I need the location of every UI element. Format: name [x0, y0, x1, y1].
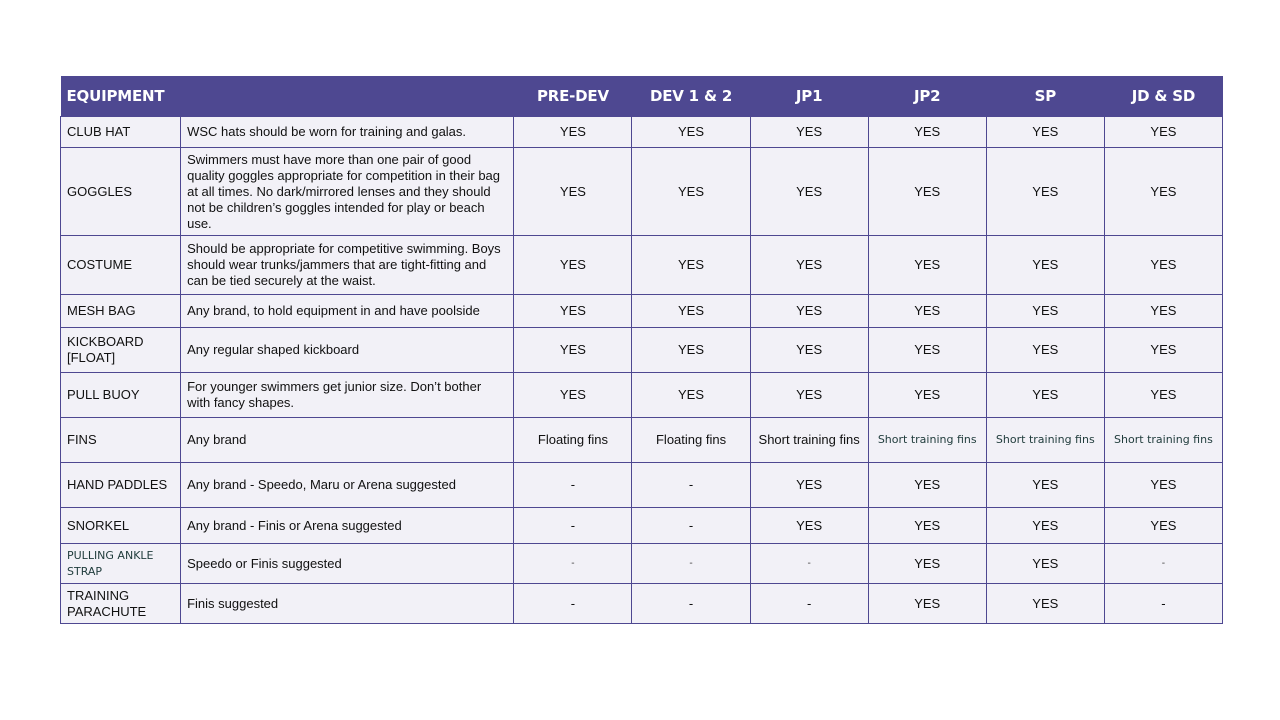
cell-jp1: -	[750, 544, 868, 584]
row-name: PULL BUOY	[61, 373, 181, 418]
cell-pre-dev: YES	[514, 148, 632, 236]
cell-jd-sd: YES	[1104, 236, 1222, 295]
row-description: Any brand, to hold equipment in and have poolside	[181, 295, 514, 328]
cell-jd-sd: YES	[1104, 117, 1222, 148]
cell-dev-1-2: YES	[632, 236, 750, 295]
cell-jp2: YES	[868, 117, 986, 148]
cell-dev-1-2: -	[632, 463, 750, 508]
cell-jp1: YES	[750, 328, 868, 373]
cell-sp: YES	[986, 236, 1104, 295]
cell-sp: Short training fins	[986, 418, 1104, 463]
cell-jp1: Short training fins	[750, 418, 868, 463]
cell-sp: YES	[986, 117, 1104, 148]
row-name: GOGGLES	[61, 148, 181, 236]
cell-jp1: YES	[750, 463, 868, 508]
row-name: FINS	[61, 418, 181, 463]
cell-dev-1-2: YES	[632, 373, 750, 418]
cell-sp: YES	[986, 463, 1104, 508]
cell-jp2: YES	[868, 148, 986, 236]
cell-pre-dev: YES	[514, 295, 632, 328]
cell-jd-sd: -	[1104, 584, 1222, 624]
table-row-club-hat	[61, 117, 1223, 148]
cell-dev-1-2: YES	[632, 328, 750, 373]
cell-jp1: YES	[750, 236, 868, 295]
header-sp: SP	[986, 76, 1104, 117]
row-description: Any regular shaped kickboard	[181, 328, 514, 373]
cell-pre-dev: -	[514, 508, 632, 544]
row-name: HAND PADDLES	[61, 463, 181, 508]
cell-pre-dev: YES	[514, 236, 632, 295]
cell-jd-sd: YES	[1104, 295, 1222, 328]
cell-dev-1-2: YES	[632, 148, 750, 236]
cell-sp: YES	[986, 508, 1104, 544]
cell-jd-sd: YES	[1104, 148, 1222, 236]
table-row-kickboard	[61, 328, 1223, 373]
row-description: Speedo or Finis suggested	[181, 544, 514, 584]
row-description: Any brand - Speedo, Maru or Arena suggested	[181, 463, 514, 508]
cell-jp2: YES	[868, 295, 986, 328]
row-name: SNORKEL	[61, 508, 181, 544]
cell-pre-dev: -	[514, 584, 632, 624]
cell-sp: YES	[986, 544, 1104, 584]
table-row-pull-buoy	[61, 373, 1223, 418]
row-description: WSC hats should be worn for training and galas.	[181, 117, 514, 148]
cell-dev-1-2: -	[632, 544, 750, 584]
row-description: Any brand	[181, 418, 514, 463]
header-dev-1-2: DEV 1 & 2	[632, 76, 750, 117]
cell-dev-1-2: YES	[632, 295, 750, 328]
row-description: Finis suggested	[181, 584, 514, 624]
cell-jp2: Short training fins	[868, 418, 986, 463]
row-description: Any brand - Finis or Arena suggested	[181, 508, 514, 544]
cell-sp: YES	[986, 295, 1104, 328]
cell-jd-sd: YES	[1104, 508, 1222, 544]
row-name: MESH BAG	[61, 295, 181, 328]
cell-jp1: YES	[750, 117, 868, 148]
cell-pre-dev: YES	[514, 117, 632, 148]
cell-dev-1-2: -	[632, 508, 750, 544]
cell-jp2: YES	[868, 508, 986, 544]
row-description: Swimmers must have more than one pair of good quality goggles appropriate for competition in their bag at all times. No dark/mirrored lenses and they should not be children’s goggles intended for play or beach use.	[181, 148, 514, 236]
header-row	[61, 76, 1223, 117]
row-name: PULLING ANKLE STRAP	[61, 544, 181, 584]
header-jd-sd: JD & SD	[1104, 76, 1222, 117]
cell-jp1: -	[750, 584, 868, 624]
cell-sp: YES	[986, 328, 1104, 373]
equipment-table	[60, 76, 1223, 624]
cell-jp1: YES	[750, 508, 868, 544]
cell-dev-1-2: Floating fins	[632, 418, 750, 463]
cell-jp2: YES	[868, 584, 986, 624]
row-name: KICKBOARD [FLOAT]	[61, 328, 181, 373]
cell-jp1: YES	[750, 295, 868, 328]
cell-pre-dev: Floating fins	[514, 418, 632, 463]
table-row-mesh-bag	[61, 295, 1223, 328]
cell-dev-1-2: YES	[632, 117, 750, 148]
cell-jp1: YES	[750, 373, 868, 418]
cell-jp2: YES	[868, 544, 986, 584]
cell-sp: YES	[986, 148, 1104, 236]
cell-dev-1-2: -	[632, 584, 750, 624]
table-row-costume	[61, 236, 1223, 295]
row-description: Should be appropriate for competitive swimming. Boys should wear trunks/jammers that are tight-fitting and can be tied securely at the waist.	[181, 236, 514, 295]
header-jp1: JP1	[750, 76, 868, 117]
cell-jd-sd: -	[1104, 544, 1222, 584]
table-row-fins	[61, 418, 1223, 463]
cell-jp2: YES	[868, 373, 986, 418]
cell-sp: YES	[986, 584, 1104, 624]
header-equipment: EQUIPMENT	[61, 76, 514, 117]
table-row-training-parachute	[61, 584, 1223, 624]
cell-pre-dev: YES	[514, 373, 632, 418]
cell-sp: YES	[986, 373, 1104, 418]
table-row-hand-paddles	[61, 463, 1223, 508]
row-name: TRAINING PARACHUTE	[61, 584, 181, 624]
header-pre-dev: PRE-DEV	[514, 76, 632, 117]
cell-jd-sd: YES	[1104, 373, 1222, 418]
cell-pre-dev: -	[514, 463, 632, 508]
cell-jd-sd: YES	[1104, 463, 1222, 508]
cell-jp2: YES	[868, 463, 986, 508]
header-jp2: JP2	[868, 76, 986, 117]
table-row-pulling-ankle-strap	[61, 544, 1223, 584]
cell-pre-dev: YES	[514, 328, 632, 373]
cell-jd-sd: YES	[1104, 328, 1222, 373]
table-row-snorkel	[61, 508, 1223, 544]
cell-jd-sd: Short training fins	[1104, 418, 1222, 463]
row-name: CLUB HAT	[61, 117, 181, 148]
cell-pre-dev: -	[514, 544, 632, 584]
cell-jp1: YES	[750, 148, 868, 236]
row-name: COSTUME	[61, 236, 181, 295]
cell-jp2: YES	[868, 328, 986, 373]
table-row-goggles	[61, 148, 1223, 236]
row-description: For younger swimmers get junior size. Don’t bother with fancy shapes.	[181, 373, 514, 418]
cell-jp2: YES	[868, 236, 986, 295]
